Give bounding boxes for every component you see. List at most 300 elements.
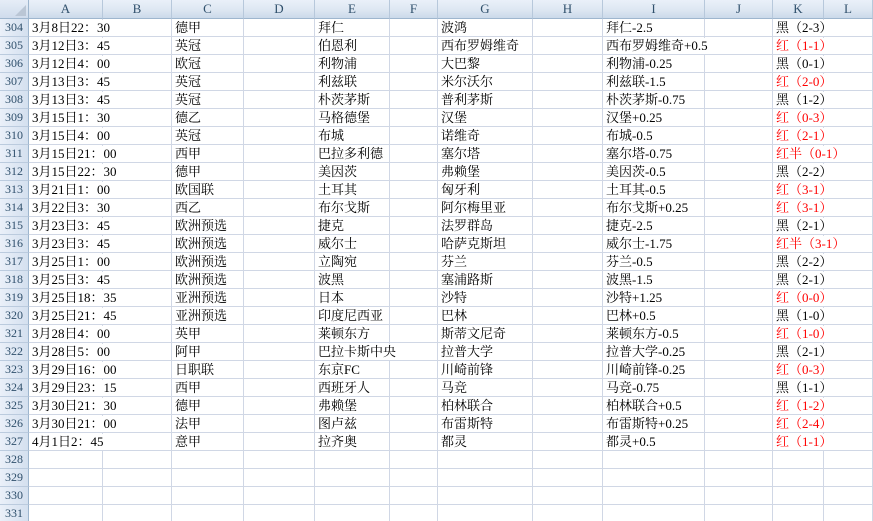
cell-A320[interactable] <box>29 307 117 325</box>
cell-I308[interactable] <box>603 91 705 109</box>
cell-H309[interactable] <box>533 109 603 127</box>
cell-I307[interactable] <box>603 73 705 91</box>
cell-C306[interactable] <box>172 55 244 73</box>
column-header-G[interactable]: G <box>438 0 533 19</box>
cell-K312[interactable] <box>773 163 833 181</box>
cell-B316[interactable] <box>103 235 172 253</box>
cell-D327[interactable] <box>244 433 315 451</box>
cell-I322[interactable] <box>603 343 705 361</box>
cell-I329[interactable] <box>603 469 705 487</box>
row-header-329[interactable]: 329 <box>0 469 29 487</box>
row-header-304[interactable]: 304 <box>0 19 29 37</box>
cell-C305[interactable] <box>172 37 244 55</box>
row-header-308[interactable]: 308 <box>0 91 29 109</box>
cell-G308[interactable] <box>438 91 533 109</box>
cell-D315[interactable] <box>244 217 315 235</box>
cell-F317[interactable] <box>390 253 438 271</box>
cell-D326[interactable] <box>244 415 315 433</box>
cell-F318[interactable] <box>390 271 438 289</box>
cell-G304[interactable] <box>438 19 533 37</box>
cell-I316[interactable] <box>603 235 705 253</box>
cell-H313[interactable] <box>533 181 603 199</box>
cell-A331[interactable] <box>29 505 103 521</box>
cell-B307[interactable] <box>103 73 172 91</box>
cell-I315[interactable] <box>603 217 705 235</box>
cell-H331[interactable] <box>533 505 603 521</box>
cell-I327[interactable] <box>603 433 705 451</box>
cell-G330[interactable] <box>438 487 533 505</box>
cell-K321[interactable] <box>773 325 833 343</box>
cell-K306[interactable] <box>773 55 833 73</box>
cell-E316[interactable] <box>315 235 390 253</box>
cell-E325[interactable] <box>315 397 390 415</box>
cell-D322[interactable] <box>244 343 315 361</box>
cell-E307[interactable] <box>315 73 390 91</box>
cell-F310[interactable] <box>390 127 438 145</box>
cell-F316[interactable] <box>390 235 438 253</box>
cell-I321[interactable] <box>603 325 705 343</box>
cell-I311[interactable] <box>603 145 705 163</box>
cell-E314[interactable] <box>315 199 390 217</box>
cell-E321[interactable] <box>315 325 390 343</box>
cell-K319[interactable] <box>773 289 833 307</box>
row-header-314[interactable]: 314 <box>0 199 29 217</box>
cell-D329[interactable] <box>244 469 315 487</box>
cell-J320[interactable] <box>705 307 773 325</box>
cell-J327[interactable] <box>705 433 773 451</box>
cell-F324[interactable] <box>390 379 438 397</box>
cell-B329[interactable] <box>103 469 172 487</box>
row-header-319[interactable]: 319 <box>0 289 29 307</box>
cell-K328[interactable] <box>773 451 824 469</box>
cell-F329[interactable] <box>390 469 438 487</box>
cell-H327[interactable] <box>533 433 603 451</box>
cell-G319[interactable] <box>438 289 533 307</box>
column-header-D[interactable]: D <box>244 0 315 19</box>
row-header-322[interactable]: 322 <box>0 343 29 361</box>
cell-G314[interactable] <box>438 199 533 217</box>
cell-H325[interactable] <box>533 397 603 415</box>
cell-E313[interactable] <box>315 181 390 199</box>
cell-H322[interactable] <box>533 343 603 361</box>
cell-K324[interactable] <box>773 379 833 397</box>
cell-C307[interactable] <box>172 73 244 91</box>
cell-D311[interactable] <box>244 145 315 163</box>
cell-G312[interactable] <box>438 163 533 181</box>
cell-A318[interactable] <box>29 271 111 289</box>
cell-I331[interactable] <box>603 505 705 521</box>
cell-K310[interactable] <box>773 127 833 145</box>
cell-G309[interactable] <box>438 109 533 127</box>
column-header-B[interactable]: B <box>103 0 172 19</box>
cell-H317[interactable] <box>533 253 603 271</box>
cell-H321[interactable] <box>533 325 603 343</box>
cell-F312[interactable] <box>390 163 438 181</box>
cell-I305[interactable] <box>603 37 708 55</box>
cell-C315[interactable] <box>172 217 244 235</box>
cell-G320[interactable] <box>438 307 533 325</box>
cell-G325[interactable] <box>438 397 533 415</box>
cell-G313[interactable] <box>438 181 533 199</box>
cell-F327[interactable] <box>390 433 438 451</box>
cell-A304[interactable] <box>29 19 111 37</box>
cell-D319[interactable] <box>244 289 315 307</box>
cell-H310[interactable] <box>533 127 603 145</box>
cell-E317[interactable] <box>315 253 390 271</box>
cell-H326[interactable] <box>533 415 603 433</box>
cell-B308[interactable] <box>103 91 172 109</box>
cell-A323[interactable] <box>29 361 117 379</box>
row-header-305[interactable]: 305 <box>0 37 29 55</box>
cell-D323[interactable] <box>244 361 315 379</box>
cell-A328[interactable] <box>29 451 103 469</box>
cell-F319[interactable] <box>390 289 438 307</box>
cell-J308[interactable] <box>705 91 773 109</box>
cell-C310[interactable] <box>172 127 244 145</box>
row-header-315[interactable]: 315 <box>0 217 29 235</box>
cell-H323[interactable] <box>533 361 603 379</box>
cell-K325[interactable] <box>773 397 833 415</box>
cell-H307[interactable] <box>533 73 603 91</box>
cell-I318[interactable] <box>603 271 705 289</box>
cell-K314[interactable] <box>773 199 833 217</box>
cell-E330[interactable] <box>315 487 390 505</box>
cell-J309[interactable] <box>705 109 773 127</box>
cell-J316[interactable] <box>705 235 773 253</box>
cell-D324[interactable] <box>244 379 315 397</box>
cell-G310[interactable] <box>438 127 533 145</box>
cell-A305[interactable] <box>29 37 111 55</box>
cell-A329[interactable] <box>29 469 103 487</box>
cell-H305[interactable] <box>533 37 603 55</box>
row-header-312[interactable]: 312 <box>0 163 29 181</box>
cell-F323[interactable] <box>390 361 438 379</box>
cell-J324[interactable] <box>705 379 773 397</box>
cell-H318[interactable] <box>533 271 603 289</box>
cell-I323[interactable] <box>603 361 705 379</box>
cell-G323[interactable] <box>438 361 533 379</box>
cell-C328[interactable] <box>172 451 244 469</box>
cell-D307[interactable] <box>244 73 315 91</box>
cell-J313[interactable] <box>705 181 773 199</box>
cell-J312[interactable] <box>705 163 773 181</box>
cell-G331[interactable] <box>438 505 533 521</box>
row-header-321[interactable]: 321 <box>0 325 29 343</box>
column-header-J[interactable]: J <box>705 0 773 19</box>
cell-E320[interactable] <box>315 307 390 325</box>
cell-E306[interactable] <box>315 55 390 73</box>
cell-I314[interactable] <box>603 199 705 217</box>
cell-B304[interactable] <box>103 19 172 37</box>
column-header-I[interactable]: I <box>603 0 705 19</box>
cell-K311[interactable] <box>773 145 846 163</box>
cell-C316[interactable] <box>172 235 244 253</box>
cell-E319[interactable] <box>315 289 390 307</box>
cell-C330[interactable] <box>172 487 244 505</box>
cell-C327[interactable] <box>172 433 244 451</box>
cell-A314[interactable] <box>29 199 111 217</box>
row-header-320[interactable]: 320 <box>0 307 29 325</box>
cell-A306[interactable] <box>29 55 111 73</box>
cell-C304[interactable] <box>172 19 244 37</box>
cell-H314[interactable] <box>533 199 603 217</box>
cell-L329[interactable] <box>824 469 873 487</box>
cell-I324[interactable] <box>603 379 705 397</box>
cell-G329[interactable] <box>438 469 533 487</box>
cell-C312[interactable] <box>172 163 244 181</box>
cell-G316[interactable] <box>438 235 533 253</box>
cell-C329[interactable] <box>172 469 244 487</box>
column-header-F[interactable]: F <box>390 0 438 19</box>
cell-K305[interactable] <box>773 37 833 55</box>
cell-C325[interactable] <box>172 397 244 415</box>
row-header-313[interactable]: 313 <box>0 181 29 199</box>
row-header-323[interactable]: 323 <box>0 361 29 379</box>
column-header-C[interactable]: C <box>172 0 244 19</box>
cell-F326[interactable] <box>390 415 438 433</box>
cell-B313[interactable] <box>103 181 172 199</box>
cell-H319[interactable] <box>533 289 603 307</box>
cell-G327[interactable] <box>438 433 533 451</box>
cell-H329[interactable] <box>533 469 603 487</box>
cell-G307[interactable] <box>438 73 533 91</box>
cell-F307[interactable] <box>390 73 438 91</box>
row-header-326[interactable]: 326 <box>0 415 29 433</box>
cell-B314[interactable] <box>103 199 172 217</box>
cell-G315[interactable] <box>438 217 533 235</box>
cell-E326[interactable] <box>315 415 390 433</box>
cell-C317[interactable] <box>172 253 244 271</box>
cell-E323[interactable] <box>315 361 390 379</box>
cell-K308[interactable] <box>773 91 833 109</box>
row-header-328[interactable]: 328 <box>0 451 29 469</box>
cell-A322[interactable] <box>29 343 111 361</box>
cell-E315[interactable] <box>315 217 390 235</box>
cell-D313[interactable] <box>244 181 315 199</box>
cell-E318[interactable] <box>315 271 390 289</box>
cell-F313[interactable] <box>390 181 438 199</box>
cell-F304[interactable] <box>390 19 438 37</box>
cell-A313[interactable] <box>29 181 111 199</box>
cell-B327[interactable] <box>103 433 172 451</box>
row-header-306[interactable]: 306 <box>0 55 29 73</box>
cell-K322[interactable] <box>773 343 833 361</box>
cell-I328[interactable] <box>603 451 705 469</box>
cell-J325[interactable] <box>705 397 773 415</box>
column-header-H[interactable]: H <box>533 0 603 19</box>
cell-B328[interactable] <box>103 451 172 469</box>
cell-B318[interactable] <box>103 271 172 289</box>
cell-D312[interactable] <box>244 163 315 181</box>
cell-F325[interactable] <box>390 397 438 415</box>
cell-K320[interactable] <box>773 307 833 325</box>
cell-A324[interactable] <box>29 379 117 397</box>
cell-L328[interactable] <box>824 451 873 469</box>
cell-I309[interactable] <box>603 109 705 127</box>
cell-J326[interactable] <box>705 415 773 433</box>
cell-J304[interactable] <box>705 19 773 37</box>
cell-A317[interactable] <box>29 253 111 271</box>
cell-A316[interactable] <box>29 235 111 253</box>
cell-F306[interactable] <box>390 55 438 73</box>
row-header-327[interactable]: 327 <box>0 433 29 451</box>
cell-D314[interactable] <box>244 199 315 217</box>
cell-G324[interactable] <box>438 379 533 397</box>
cell-D321[interactable] <box>244 325 315 343</box>
cell-E312[interactable] <box>315 163 390 181</box>
cell-I306[interactable] <box>603 55 705 73</box>
cell-H306[interactable] <box>533 55 603 73</box>
cell-D316[interactable] <box>244 235 315 253</box>
cell-E329[interactable] <box>315 469 390 487</box>
cell-C319[interactable] <box>172 289 244 307</box>
cell-K317[interactable] <box>773 253 833 271</box>
cell-K318[interactable] <box>773 271 833 289</box>
cell-J331[interactable] <box>705 505 773 521</box>
cell-D305[interactable] <box>244 37 315 55</box>
column-header-A[interactable]: A <box>29 0 103 19</box>
column-header-E[interactable]: E <box>315 0 390 19</box>
cell-J306[interactable] <box>705 55 773 73</box>
cell-F328[interactable] <box>390 451 438 469</box>
cell-A315[interactable] <box>29 217 111 235</box>
cell-E327[interactable] <box>315 433 390 451</box>
cell-F315[interactable] <box>390 217 438 235</box>
cell-D304[interactable] <box>244 19 315 37</box>
cell-J311[interactable] <box>705 145 773 163</box>
cell-C320[interactable] <box>172 307 244 325</box>
cell-E311[interactable] <box>315 145 390 163</box>
cell-I320[interactable] <box>603 307 705 325</box>
cell-H315[interactable] <box>533 217 603 235</box>
cell-D309[interactable] <box>244 109 315 127</box>
cell-H311[interactable] <box>533 145 603 163</box>
cell-C331[interactable] <box>172 505 244 521</box>
row-header-317[interactable]: 317 <box>0 253 29 271</box>
cell-J328[interactable] <box>705 451 773 469</box>
cell-G321[interactable] <box>438 325 533 343</box>
cell-E305[interactable] <box>315 37 390 55</box>
cell-F314[interactable] <box>390 199 438 217</box>
cell-G317[interactable] <box>438 253 533 271</box>
cell-C322[interactable] <box>172 343 244 361</box>
cell-D330[interactable] <box>244 487 315 505</box>
cell-C326[interactable] <box>172 415 244 433</box>
cell-A319[interactable] <box>29 289 117 307</box>
cell-D320[interactable] <box>244 307 315 325</box>
cell-G318[interactable] <box>438 271 533 289</box>
cell-J321[interactable] <box>705 325 773 343</box>
cell-J329[interactable] <box>705 469 773 487</box>
cell-K327[interactable] <box>773 433 833 451</box>
row-header-318[interactable]: 318 <box>0 271 29 289</box>
cell-E309[interactable] <box>315 109 390 127</box>
cell-H330[interactable] <box>533 487 603 505</box>
column-header-L[interactable]: L <box>824 0 873 19</box>
cell-D308[interactable] <box>244 91 315 109</box>
cell-G306[interactable] <box>438 55 533 73</box>
cell-A310[interactable] <box>29 127 111 145</box>
cell-G305[interactable] <box>438 37 533 55</box>
cell-I317[interactable] <box>603 253 705 271</box>
cell-B309[interactable] <box>103 109 172 127</box>
cell-E324[interactable] <box>315 379 390 397</box>
cell-K316[interactable] <box>773 235 846 253</box>
cell-F320[interactable] <box>390 307 438 325</box>
cell-K330[interactable] <box>773 487 824 505</box>
cell-E304[interactable] <box>315 19 390 37</box>
cell-F308[interactable] <box>390 91 438 109</box>
cell-F311[interactable] <box>390 145 438 163</box>
cell-C324[interactable] <box>172 379 244 397</box>
cell-G326[interactable] <box>438 415 533 433</box>
cell-B331[interactable] <box>103 505 172 521</box>
row-header-309[interactable]: 309 <box>0 109 29 127</box>
row-header-331[interactable]: 331 <box>0 505 29 521</box>
cell-D310[interactable] <box>244 127 315 145</box>
cell-G328[interactable] <box>438 451 533 469</box>
cell-C318[interactable] <box>172 271 244 289</box>
cell-D325[interactable] <box>244 397 315 415</box>
cell-J330[interactable] <box>705 487 773 505</box>
row-header-311[interactable]: 311 <box>0 145 29 163</box>
cell-K307[interactable] <box>773 73 833 91</box>
cell-J310[interactable] <box>705 127 773 145</box>
cell-D317[interactable] <box>244 253 315 271</box>
cell-A330[interactable] <box>29 487 103 505</box>
cell-B310[interactable] <box>103 127 172 145</box>
cell-I312[interactable] <box>603 163 705 181</box>
cell-A327[interactable] <box>29 433 103 451</box>
cell-H324[interactable] <box>533 379 603 397</box>
cell-A309[interactable] <box>29 109 111 127</box>
cell-K315[interactable] <box>773 217 833 235</box>
cell-C311[interactable] <box>172 145 244 163</box>
cell-I313[interactable] <box>603 181 705 199</box>
cell-F331[interactable] <box>390 505 438 521</box>
cell-C309[interactable] <box>172 109 244 127</box>
cell-B317[interactable] <box>103 253 172 271</box>
cell-I319[interactable] <box>603 289 705 307</box>
cell-A311[interactable] <box>29 145 117 163</box>
cell-H304[interactable] <box>533 19 603 37</box>
cell-I330[interactable] <box>603 487 705 505</box>
cell-C323[interactable] <box>172 361 244 379</box>
row-header-325[interactable]: 325 <box>0 397 29 415</box>
cell-J322[interactable] <box>705 343 773 361</box>
cell-E328[interactable] <box>315 451 390 469</box>
column-header-K[interactable]: K <box>773 0 824 19</box>
cell-J314[interactable] <box>705 199 773 217</box>
cell-D318[interactable] <box>244 271 315 289</box>
cell-J323[interactable] <box>705 361 773 379</box>
cell-C314[interactable] <box>172 199 244 217</box>
cell-K313[interactable] <box>773 181 833 199</box>
cell-I326[interactable] <box>603 415 705 433</box>
cell-K326[interactable] <box>773 415 833 433</box>
row-header-310[interactable]: 310 <box>0 127 29 145</box>
cell-E331[interactable] <box>315 505 390 521</box>
row-header-307[interactable]: 307 <box>0 73 29 91</box>
row-header-330[interactable]: 330 <box>0 487 29 505</box>
cell-K323[interactable] <box>773 361 833 379</box>
cell-K304[interactable] <box>773 19 833 37</box>
cell-E322[interactable] <box>315 343 397 361</box>
cell-H308[interactable] <box>533 91 603 109</box>
cell-C308[interactable] <box>172 91 244 109</box>
cell-J305[interactable] <box>705 37 773 55</box>
cell-I325[interactable] <box>603 397 705 415</box>
